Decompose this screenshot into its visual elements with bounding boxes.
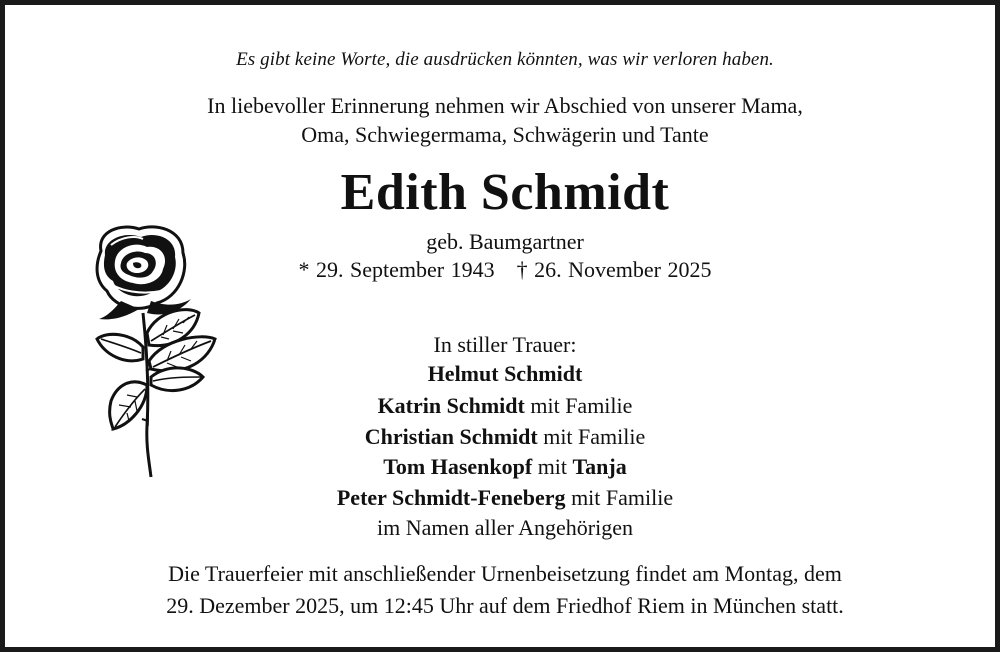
motto-text: Es gibt keine Worte, die ausdrücken könnten, was wir verloren haben. bbox=[236, 49, 774, 70]
mourner-name: Katrin Schmidt bbox=[377, 393, 525, 418]
mourner-name: Peter Schmidt-Feneberg bbox=[336, 485, 566, 510]
birth-date: * 29. September 1943 bbox=[298, 257, 495, 282]
death-date: † 26. November 2025 bbox=[516, 257, 712, 282]
mourner-name: Christian Schmidt bbox=[364, 424, 538, 449]
mourner-suffix: mit Familie bbox=[524, 393, 633, 418]
intro-line-2: Oma, Schwiegermama, Schwägerin und Tante bbox=[301, 122, 709, 147]
mourner-suffix: mit Familie bbox=[537, 424, 646, 449]
mourners-closing: im Namen aller Angehörigen bbox=[377, 515, 633, 540]
rose-icon bbox=[91, 221, 221, 481]
funeral-line-1: Die Trauerfeier mit anschließender Urnenbeisetzung findet am Montag, dem bbox=[168, 561, 842, 586]
intro-line-1: In liebevoller Erinnerung nehmen wir Abschied von unserer Mama, bbox=[207, 93, 803, 118]
mourner-partner: Tanja bbox=[572, 454, 627, 479]
mourner-line bbox=[5, 485, 1000, 511]
deceased-name: Edith Schmidt bbox=[340, 164, 670, 221]
mourner-name: Helmut Schmidt bbox=[427, 361, 583, 386]
mourners-heading: In stiller Trauer: bbox=[433, 332, 577, 357]
mourner-suffix: mit Familie bbox=[565, 485, 674, 510]
funeral-line-2: 29. Dezember 2025, um 12:45 Uhr auf dem Friedhof Riem in München statt. bbox=[166, 593, 844, 618]
mourner-suffix: mit bbox=[532, 454, 573, 479]
mourner-name: Tom Hasenkopf bbox=[383, 454, 533, 479]
birth-name: geb. Baumgartner bbox=[426, 229, 584, 254]
